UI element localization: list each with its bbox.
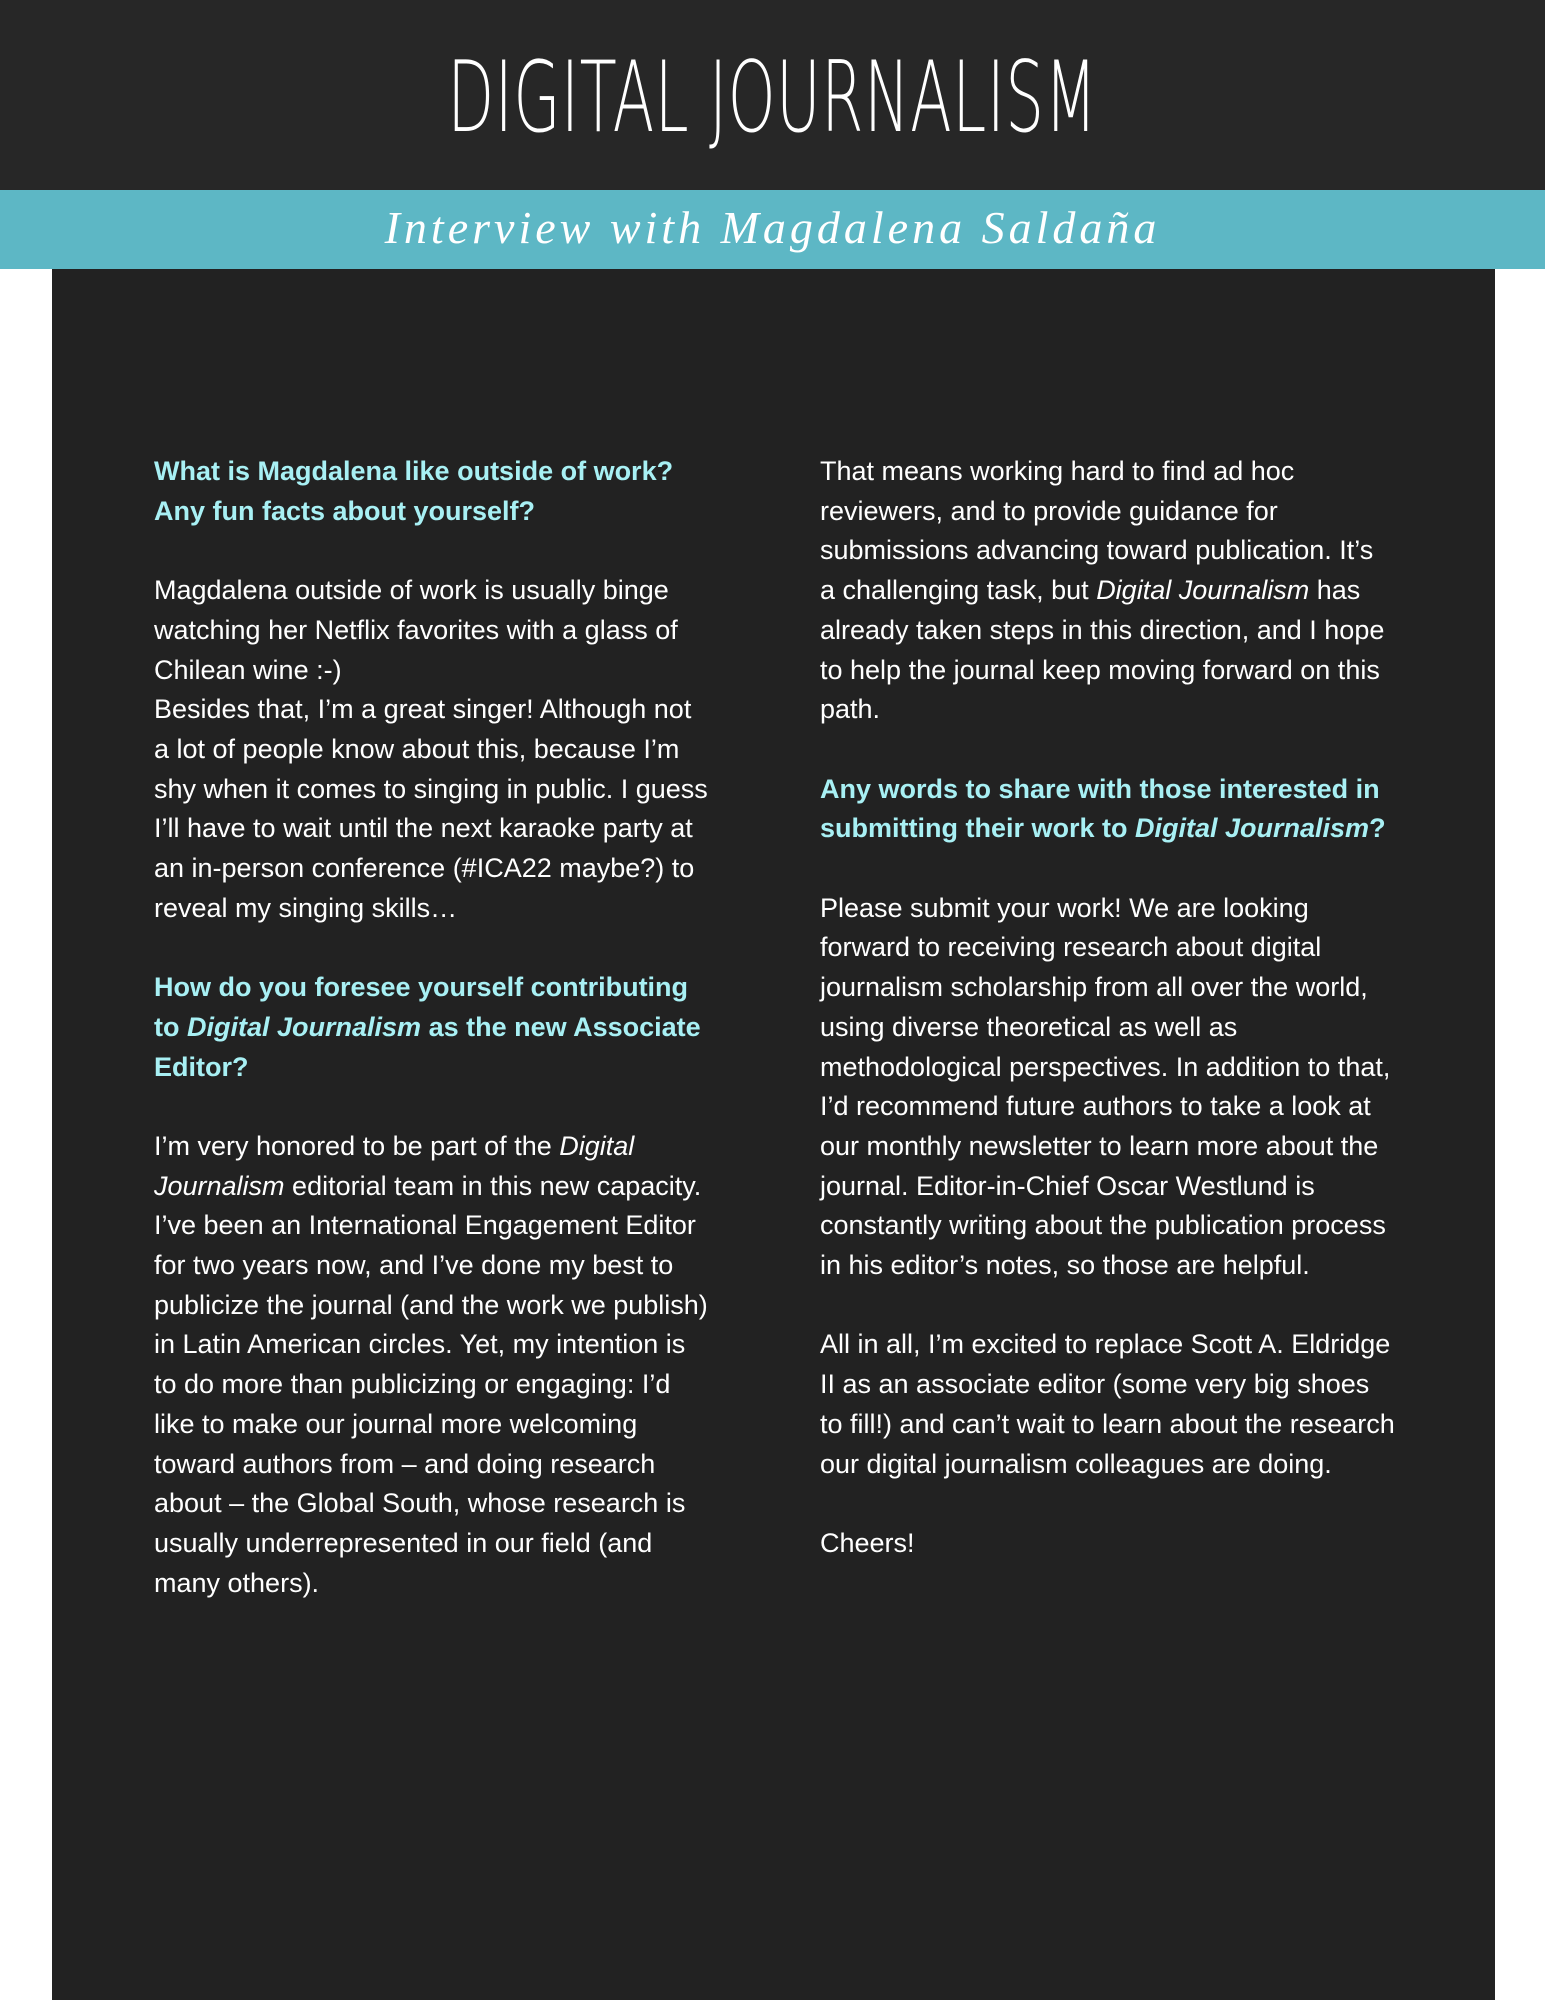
answer-outside-work-p2: Besides that, I’m a great singer! Although not a lot of people know about this, because I’m shy when it comes to singing in public. I guess I’ll have to wait until the next karaoke party at an in-person conference (#ICA22 maybe?) to reveal my singing skills…: [154, 694, 708, 923]
question-contributing: [154, 968, 709, 1087]
answer-contributing-continued: [820, 452, 1395, 730]
answer-contributing-part1: I’m very honored to be part of the: [154, 1130, 560, 1161]
answer-contributing-journal: Digital Journalism: [154, 1130, 635, 1201]
masthead-title: DIGITAL JOURNALISM: [447, 41, 1098, 155]
spacer: [154, 1087, 709, 1127]
spacer: [820, 730, 1395, 770]
left-column: [154, 452, 709, 1603]
question-contributing-part1: How do you foresee yourself contributing to: [154, 972, 689, 1042]
question-contributing-part2: as the new Associate Editor?: [154, 1011, 701, 1082]
spacer: [154, 928, 709, 968]
spacer: [820, 849, 1395, 889]
article-panel: [52, 269, 1495, 2000]
question-contributing-journal: Digital Journalism: [187, 1011, 422, 1042]
spacer: [820, 1286, 1395, 1326]
answer-words-p1: Please submit your work! We are looking forward to receiving research about digital journalism scholarship from all over the world, using diverse theoretical as well as methodological perspectives. In addition to that, I’d recommend future authors to take a look at our monthly newsletter to learn more about the journal. Editor-in-Chief Oscar Westlund is constantly writing about the publication process in his editor’s notes, so those are helpful.: [820, 892, 1391, 1281]
interview-subtitle: Interview with Magdalena Saldaña: [384, 202, 1161, 253]
sign-off: Cheers!: [820, 1527, 915, 1558]
subtitle-band: [0, 190, 1545, 269]
answer-continued-journal: Digital Journalism: [1096, 575, 1310, 606]
answer-contributing-part2: editorial team in this new capacity. I’ve been an International Engagement Editor for two years now, and I’ve done my best to publicize the journal (and the work we publish) in Latin American circles. Yet, my intention is to do more than publicizing or engaging: I’d like to make our journal more welcoming toward authors from – and doing research about – the Global South, whose research is usually underrepresented in our field (and many others).: [154, 1170, 708, 1598]
question-words-journal: Digital Journalism: [1135, 813, 1370, 844]
spacer: [820, 1484, 1395, 1524]
spacer: [154, 531, 709, 571]
answer-outside-work-p1: Magdalena outside of work is usually binge watching her Netflix favorites with a glass of Chilean wine :-): [154, 575, 678, 685]
question-words-part2: ?: [1369, 813, 1386, 844]
question-words-part1: Any words to share with those interested in submitting their work to: [820, 773, 1380, 844]
question-words-to-share: [820, 770, 1395, 849]
right-column: [820, 452, 1395, 1564]
answer-continued-part2: has already taken steps in this direction, and I hope to help the journal keep moving forward on this path.: [820, 575, 1385, 725]
question-outside-work: What is Magdalena like outside of work? Any fun facts about yourself?: [154, 456, 674, 526]
masthead-bar: [0, 0, 1545, 190]
answer-words-p2: All in all, I’m excited to replace Scott A. Eldridge II as an associate editor (some very big shoes to fill!) and can’t wait to learn about the research our digital journalism colleagues are doing.: [820, 1329, 1395, 1479]
answer-continued-part1: That means working hard to find ad hoc reviewers, and to provide guidance for submissions advancing toward publication. It’s a challenging task, but: [820, 456, 1374, 606]
answer-contributing: [154, 1127, 709, 1603]
